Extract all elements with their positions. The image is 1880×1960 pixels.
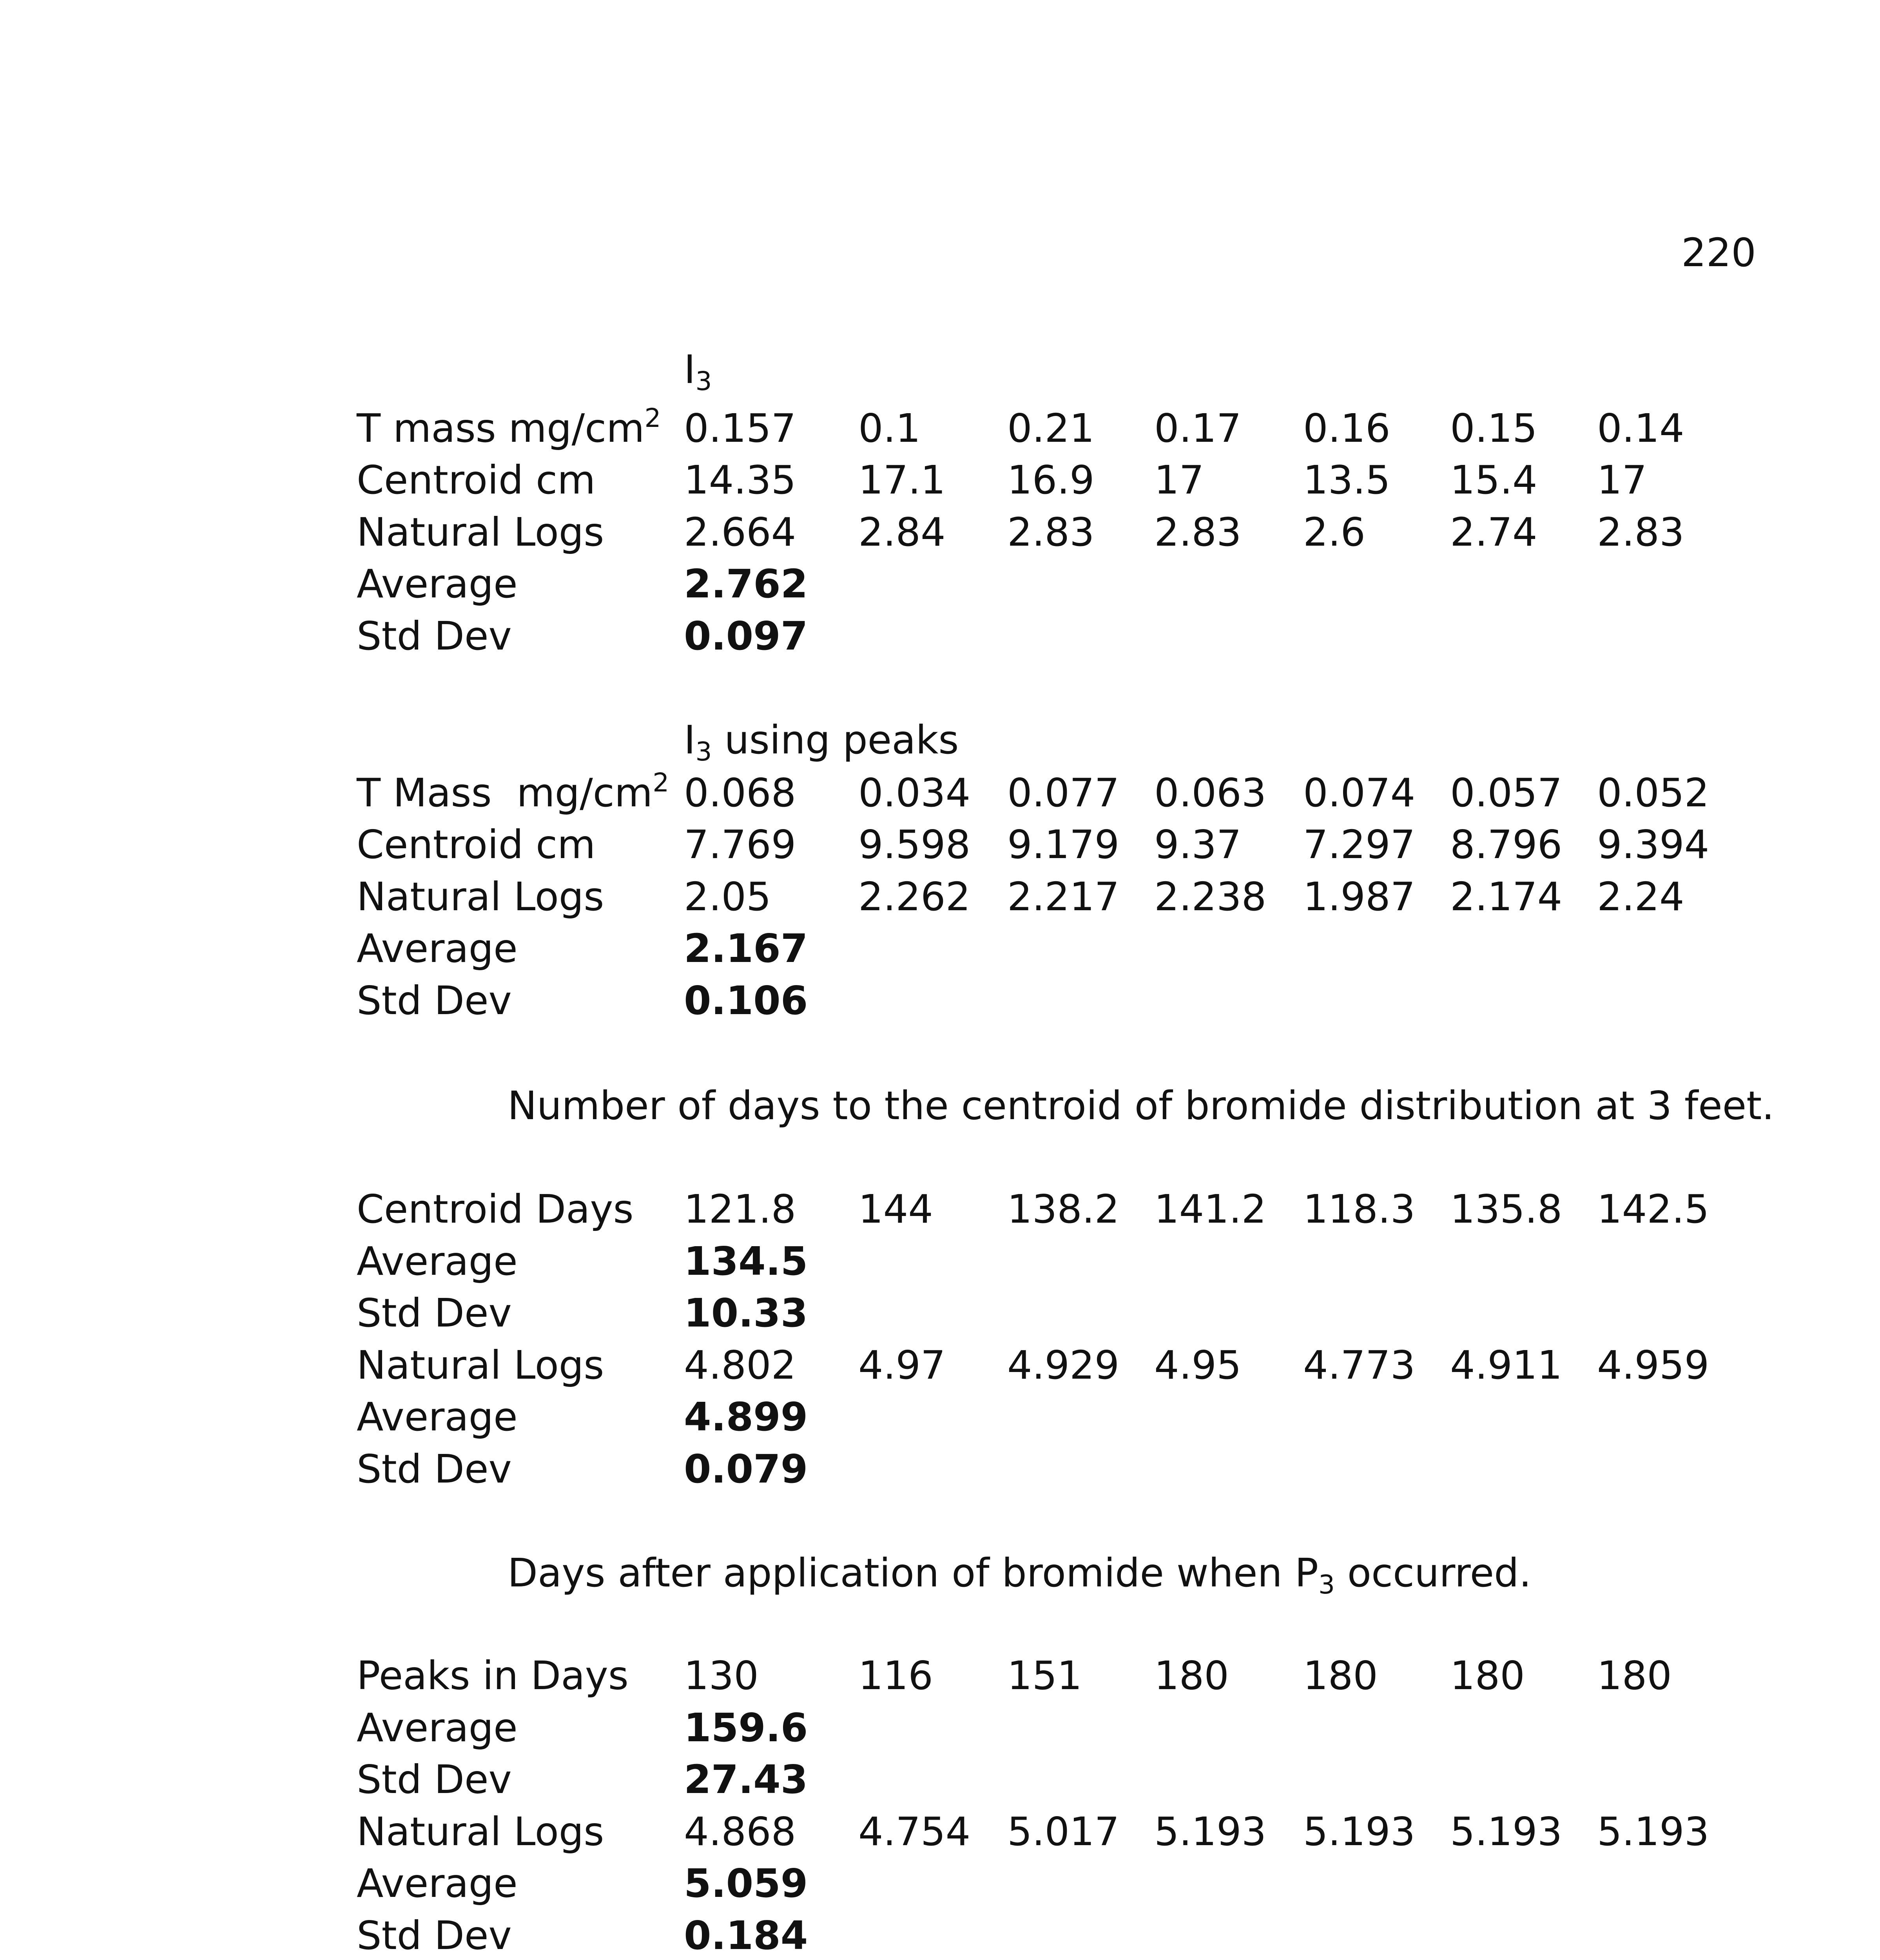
cell: 0.068 <box>684 770 796 816</box>
row-label: Average <box>357 1394 518 1440</box>
cell: 1.987 <box>1303 874 1416 920</box>
section-description <box>508 1548 1532 1600</box>
row-label <box>357 404 661 453</box>
row-label: Centroid Days <box>357 1186 634 1232</box>
cell: 2.83 <box>1007 509 1095 555</box>
stat-value: 2.762 <box>684 561 808 607</box>
cell: 2.217 <box>1007 874 1120 920</box>
cell: 2.83 <box>1597 509 1684 555</box>
cell: 4.97 <box>858 1342 946 1388</box>
row-label: Std Dev <box>357 1757 512 1802</box>
cell: 2.83 <box>1154 509 1242 555</box>
stat-value: 0.097 <box>684 613 808 659</box>
row-label: Natural Logs <box>357 1809 604 1855</box>
cell: 2.238 <box>1154 874 1267 920</box>
row-label: Natural Logs <box>357 509 604 555</box>
description-text: Number of days to the centroid of bromide distribution at 3 feet. <box>508 1083 1775 1129</box>
stat-value: 4.899 <box>684 1394 808 1440</box>
cell: 9.598 <box>858 822 971 867</box>
row-label-text: T mass mg/cm <box>357 405 645 451</box>
heading-base: I <box>684 717 696 763</box>
cell: 13.5 <box>1303 457 1391 503</box>
cell: 2.84 <box>858 509 946 555</box>
row-label: Average <box>357 1860 518 1906</box>
section-heading <box>684 715 959 767</box>
cell: 144 <box>858 1186 933 1232</box>
cell: 14.35 <box>684 457 796 503</box>
row-label: Centroid cm <box>357 457 596 503</box>
stat-value: 159.6 <box>684 1705 808 1751</box>
cell: 180 <box>1154 1653 1229 1699</box>
cell: 0.15 <box>1450 405 1537 451</box>
row-label-text: T Mass mg/cm <box>357 770 653 816</box>
cell: 4.773 <box>1303 1342 1416 1388</box>
cell: 7.769 <box>684 822 796 867</box>
cell: 130 <box>684 1653 759 1699</box>
cell: 138.2 <box>1007 1186 1120 1232</box>
cell: 16.9 <box>1007 457 1095 503</box>
cell: 151 <box>1007 1653 1082 1699</box>
row-label: Average <box>357 1705 518 1751</box>
cell: 141.2 <box>1154 1186 1267 1232</box>
stat-value: 27.43 <box>684 1757 808 1802</box>
row-label: Peaks in Days <box>357 1653 629 1699</box>
cell: 0.034 <box>858 770 971 816</box>
description-text-end: occurred. <box>1335 1550 1532 1596</box>
cell: 2.174 <box>1450 874 1563 920</box>
cell: 9.37 <box>1154 822 1242 867</box>
row-label: Std Dev <box>357 613 512 659</box>
cell: 0.14 <box>1597 405 1684 451</box>
row-label: Average <box>357 926 518 971</box>
description-text: Days after application of bromide when P <box>508 1550 1318 1596</box>
row-label: Std Dev <box>357 1913 512 1958</box>
row-label <box>357 768 669 817</box>
cell: 15.4 <box>1450 457 1537 503</box>
cell: 0.16 <box>1303 405 1391 451</box>
cell: 17.1 <box>858 457 946 503</box>
cell: 2.74 <box>1450 509 1537 555</box>
cell: 0.063 <box>1154 770 1267 816</box>
stat-value: 0.184 <box>684 1913 808 1958</box>
row-label: Std Dev <box>357 1290 512 1336</box>
cell: 0.074 <box>1303 770 1416 816</box>
heading-rest: using peaks <box>712 717 959 763</box>
cell: 5.193 <box>1450 1809 1563 1855</box>
cell: 4.802 <box>684 1342 796 1388</box>
cell: 9.394 <box>1597 822 1710 867</box>
heading-subscript: 3 <box>695 737 712 767</box>
cell: 7.297 <box>1303 822 1416 867</box>
stat-value: 5.059 <box>684 1860 808 1906</box>
cell: 0.077 <box>1007 770 1120 816</box>
row-label: Average <box>357 561 518 607</box>
section-description <box>508 1081 1774 1130</box>
cell: 9.179 <box>1007 822 1120 867</box>
cell: 2.05 <box>684 874 771 920</box>
cell: 121.8 <box>684 1186 796 1232</box>
heading-base: I <box>684 347 696 392</box>
label-superscript: 2 <box>653 768 669 798</box>
cell: 4.754 <box>858 1809 971 1855</box>
cell: 180 <box>1597 1653 1672 1699</box>
row-label: Std Dev <box>357 978 512 1024</box>
cell: 2.664 <box>684 509 796 555</box>
row-label: Average <box>357 1238 518 1284</box>
cell: 4.95 <box>1154 1342 1242 1388</box>
cell: 4.911 <box>1450 1342 1563 1388</box>
cell: 5.193 <box>1597 1809 1710 1855</box>
cell: 142.5 <box>1597 1186 1710 1232</box>
cell: 4.868 <box>684 1809 796 1855</box>
cell: 0.157 <box>684 405 796 451</box>
stat-value: 0.106 <box>684 978 808 1024</box>
cell: 2.6 <box>1303 509 1366 555</box>
row-label: Std Dev <box>357 1446 512 1492</box>
cell: 8.796 <box>1450 822 1563 867</box>
cell: 180 <box>1303 1653 1378 1699</box>
cell: 0.21 <box>1007 405 1095 451</box>
stat-value: 10.33 <box>684 1290 808 1336</box>
cell: 0.052 <box>1597 770 1710 816</box>
cell: 0.17 <box>1154 405 1242 451</box>
cell: 116 <box>858 1653 933 1699</box>
row-label: Natural Logs <box>357 874 604 920</box>
cell: 2.262 <box>858 874 971 920</box>
cell: 17 <box>1597 457 1647 503</box>
cell: 4.929 <box>1007 1342 1120 1388</box>
stat-value: 134.5 <box>684 1238 808 1284</box>
cell: 0.057 <box>1450 770 1563 816</box>
heading-subscript: 3 <box>695 366 712 396</box>
cell: 135.8 <box>1450 1186 1563 1232</box>
cell: 5.193 <box>1154 1809 1267 1855</box>
cell: 0.1 <box>858 405 921 451</box>
row-label: Natural Logs <box>357 1342 604 1388</box>
cell: 5.193 <box>1303 1809 1416 1855</box>
cell: 17 <box>1154 457 1204 503</box>
cell: 2.24 <box>1597 874 1684 920</box>
description-subscript: 3 <box>1318 1570 1335 1600</box>
stat-value: 2.167 <box>684 926 808 971</box>
cell: 180 <box>1450 1653 1525 1699</box>
section-heading <box>684 345 712 394</box>
label-superscript: 2 <box>644 403 661 433</box>
page-number: 220 <box>1681 230 1756 276</box>
row-label: Centroid cm <box>357 822 596 867</box>
cell: 4.959 <box>1597 1342 1710 1388</box>
cell: 5.017 <box>1007 1809 1120 1855</box>
stat-value: 0.079 <box>684 1446 808 1492</box>
cell: 118.3 <box>1303 1186 1416 1232</box>
